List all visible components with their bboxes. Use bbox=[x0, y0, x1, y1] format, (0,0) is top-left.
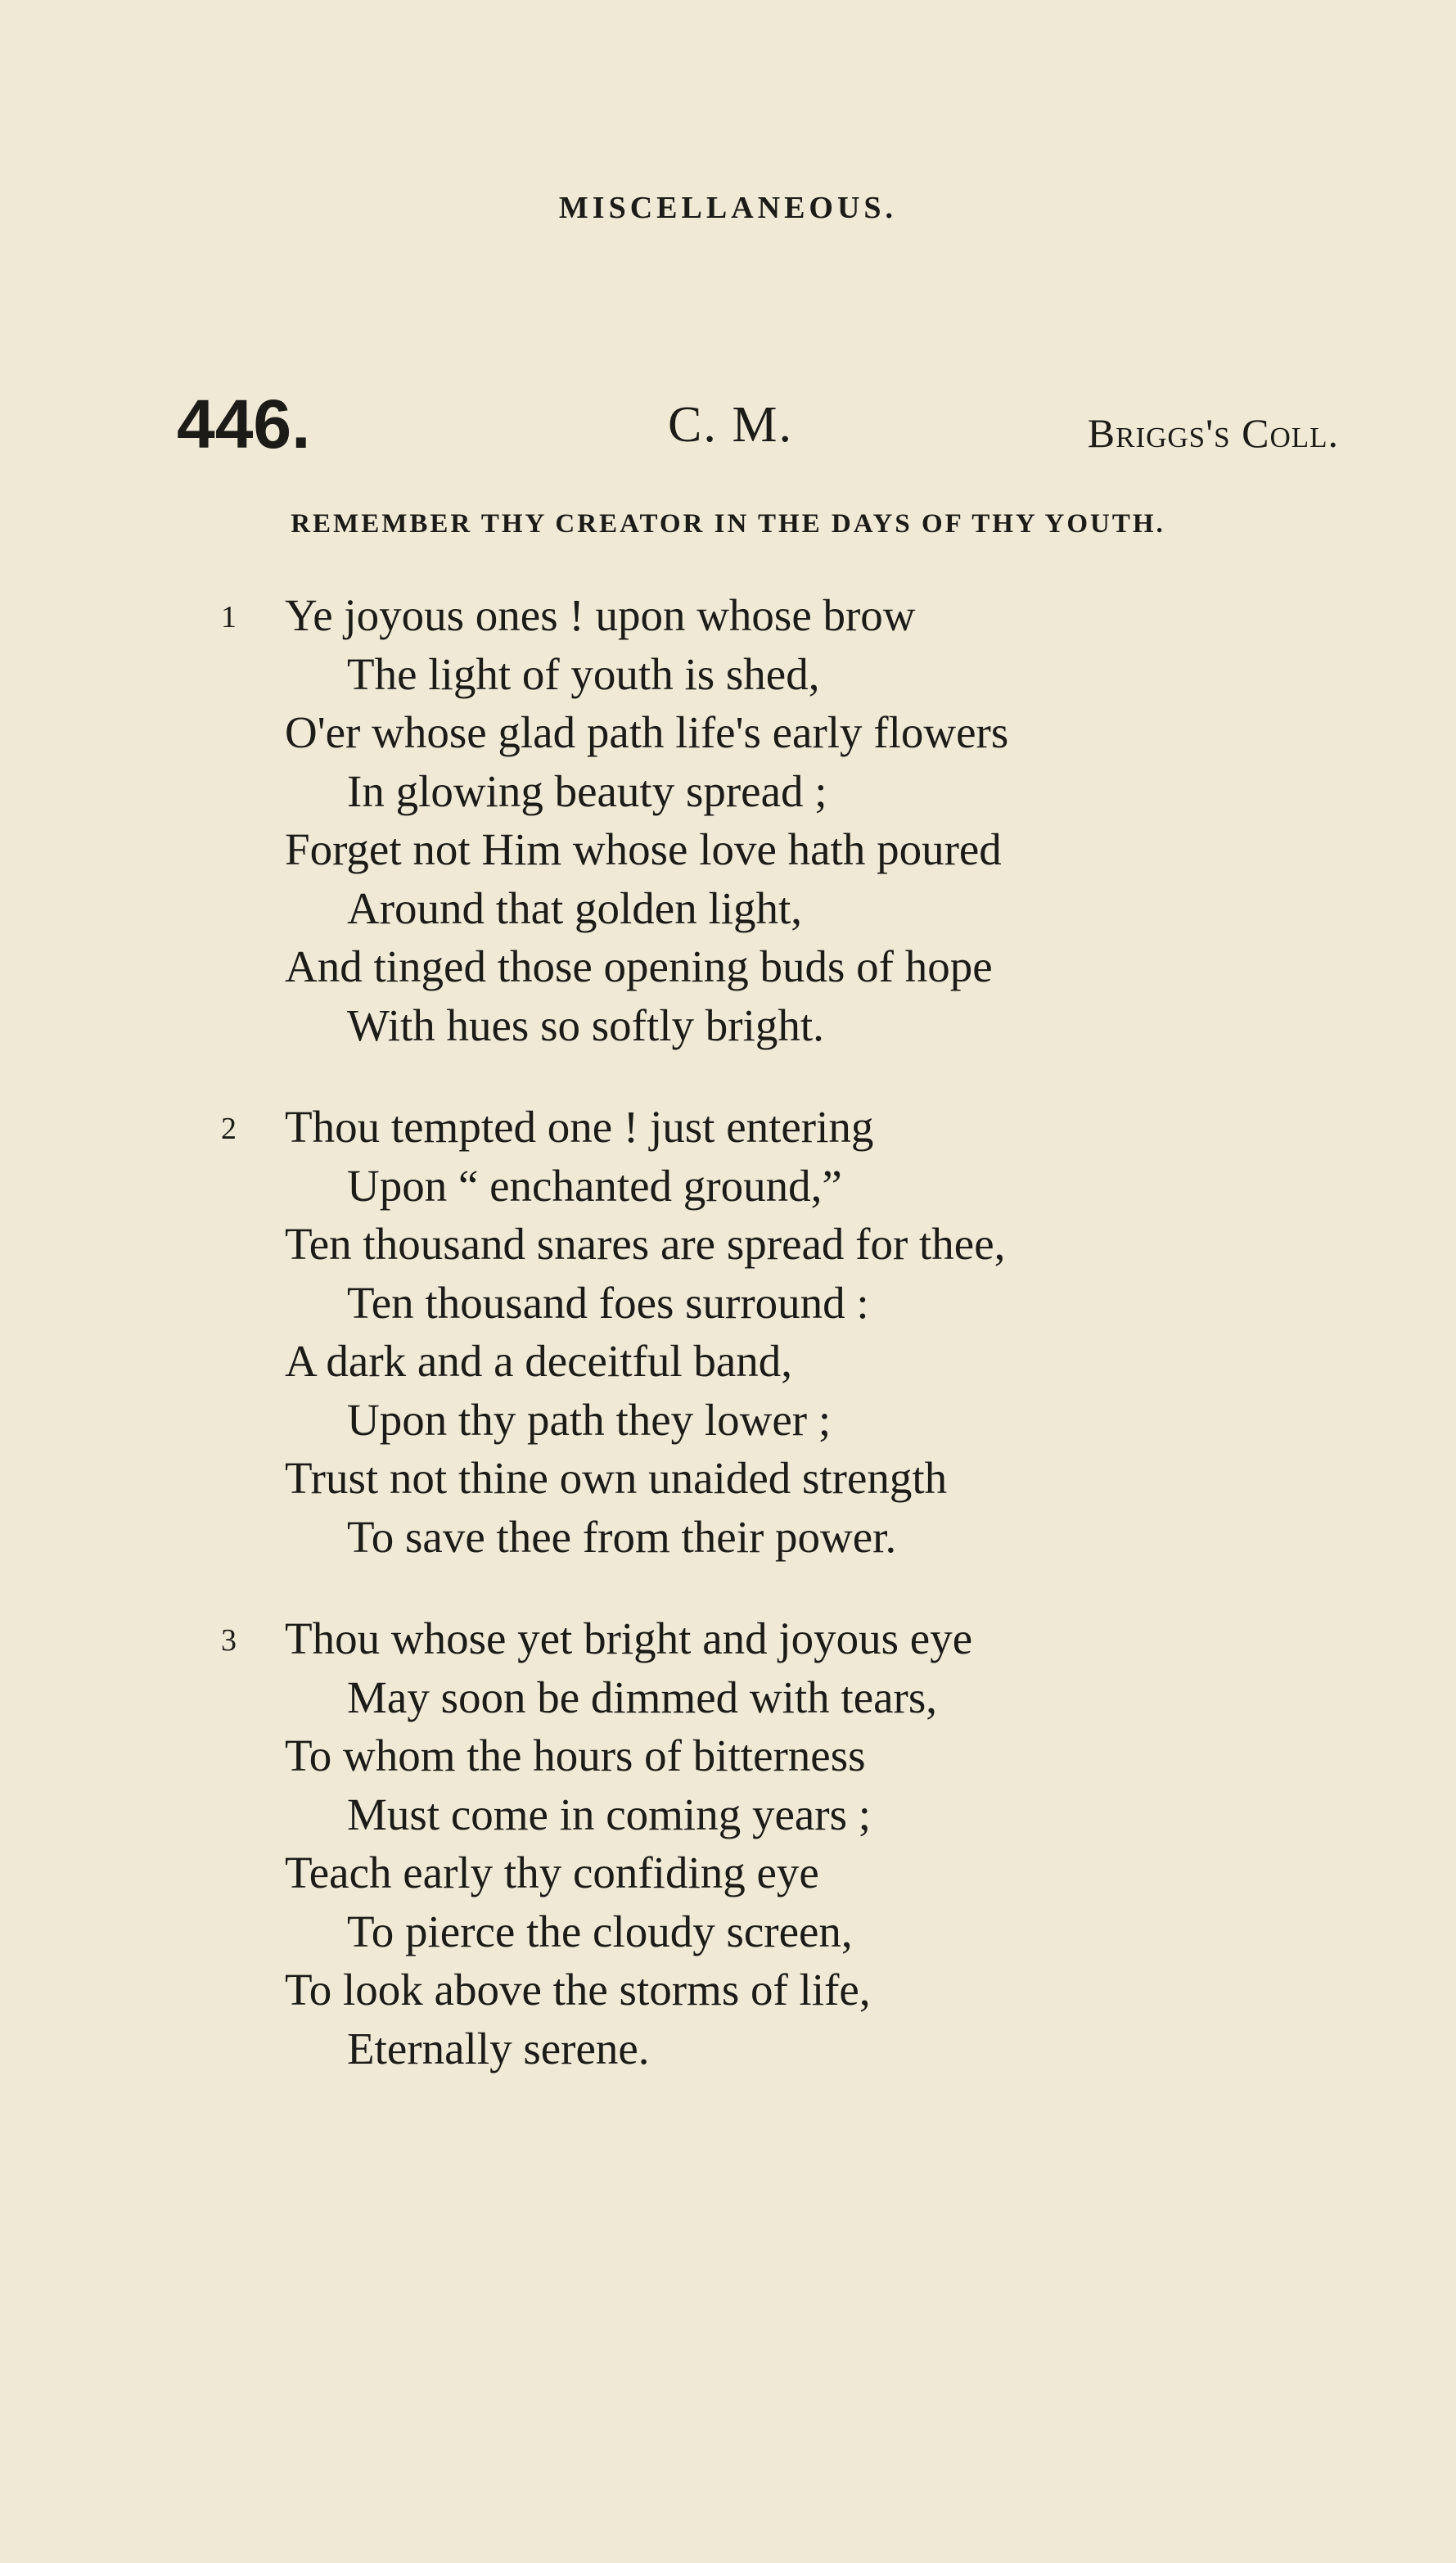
verse-line: To whom the hours of bitterness bbox=[285, 1730, 866, 1780]
verse-line: To look above the storms of life, bbox=[285, 1965, 871, 2015]
verse-line: Trust not thine own unaided strength bbox=[285, 1453, 948, 1503]
hymn-source: Briggs's Coll. bbox=[1087, 410, 1339, 456]
verse bbox=[221, 1098, 1285, 1566]
verse-number: 2 bbox=[221, 1112, 237, 1146]
verse-line: With hues so softly bright. bbox=[347, 999, 824, 1050]
verse-line: To save thee from their power. bbox=[347, 1511, 897, 1562]
verse-line: Ten thousand foes surround : bbox=[347, 1277, 869, 1328]
verse-line: And tinged those opening buds of hope bbox=[285, 941, 993, 991]
verse-line: Ye joyous ones ! upon whose brow bbox=[285, 590, 916, 640]
verse-line: In glowing beauty spread ; bbox=[347, 765, 827, 816]
verse-line: O'er whose glad path life's early flowers bbox=[285, 707, 1009, 757]
running-head: MISCELLANEOUS. bbox=[558, 191, 898, 225]
hymn-meter: C. M. bbox=[668, 397, 793, 453]
verse-line: The light of youth is shed, bbox=[347, 648, 820, 699]
verse-number: 1 bbox=[221, 600, 237, 634]
verse-line: A dark and a deceitful band, bbox=[285, 1336, 793, 1386]
verse-line: Around that golden light, bbox=[347, 882, 803, 933]
verse-line: Upon thy path they lower ; bbox=[347, 1394, 832, 1445]
verse bbox=[221, 586, 1285, 1054]
verse-line: Thou whose yet bright and joyous eye bbox=[285, 1613, 973, 1663]
verse-line: Teach early thy confiding eye bbox=[285, 1848, 819, 1897]
verses bbox=[221, 586, 1285, 2121]
verse-number: 3 bbox=[221, 1623, 237, 1658]
hymn-title: REMEMBER THY CREATOR IN THE DAYS OF THY YOUTH. bbox=[291, 509, 1165, 539]
verse bbox=[221, 1609, 1285, 2078]
verse-line: Ten thousand snares are spread for thee, bbox=[285, 1219, 1006, 1269]
verse-line: Thou tempted one ! just entering bbox=[285, 1102, 874, 1152]
verse-line: Must come in coming years ; bbox=[347, 1789, 872, 1839]
verse-line: Forget not Him whose love hath poured bbox=[285, 824, 1002, 874]
hymn-number: 446. bbox=[177, 386, 311, 463]
hymn-header bbox=[177, 385, 1339, 467]
verse-line: Upon “ enchanted ground,” bbox=[347, 1160, 842, 1211]
verse-line: Eternally serene. bbox=[347, 2023, 650, 2073]
verse-line: May soon be dimmed with tears, bbox=[347, 1672, 937, 1722]
verse-line: To pierce the cloudy screen, bbox=[347, 1906, 853, 1956]
